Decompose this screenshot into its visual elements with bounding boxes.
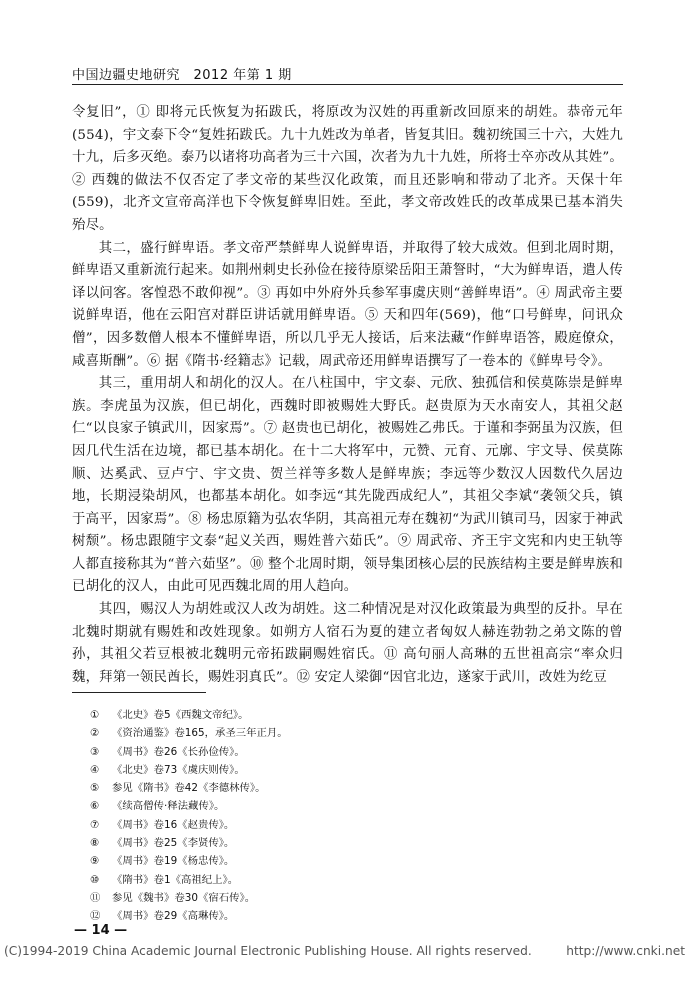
footnotes: [90, 706, 610, 926]
footnote-mark: ⑧: [90, 837, 100, 850]
footnote-mark: ⑤: [90, 782, 100, 795]
paragraph: 其四，赐汉人为胡姓或汉人改为胡姓。这二种情况是对汉化政策最为典型的反扑。早在北魏时期就有赐姓和改姓现象。如朔方人宿石为夏的建立者匈奴人赫连勃勃之弟文陈的曾孙，其祖父若豆根被北魏明元帝拓跋嗣赐姓宿氏。⑪ 高句丽人高琳的五世祖高宗“率众归魏，拜第一领民酋长，赐姓羽真氏”。⑫ 安定人梁御“因官北边，遂家于武川，改姓为纥豆: [72, 602, 623, 685]
footnote-item: [90, 889, 610, 907]
footnote-text: 参见《隋书》卷42《李德林传》。: [112, 782, 266, 795]
footnote-text: 《隋书》卷1《高祖纪上》。: [112, 873, 239, 886]
cnki-url-link[interactable]: http://www.cnki.net: [566, 944, 685, 958]
paragraph: 其二，盛行鲜卑语。孝文帝严禁鲜卑人说鲜卑语，并取得了较大成效。但到北周时期，鲜卑语又重新流行起来。如荆州刺史长孙俭在接待原梁岳阳王萧詧时，“大为鲜卑语，遣人传译以问客。客惶恐不敢仰视”。③ 再如中外府外兵参军事虞庆则“善鲜卑语”。④ 周武帝主要说鲜卑语，他在云阳宫对群臣讲话就用鲜卑语。⑤ 天和四年(569)，他“口号鲜卑，问讯众僧”，因多数僧人根本不懂鲜卑语，所以几乎无人接话，后来法藏“作鲜卑语答，殿庭僚众，咸喜斯酬”。⑥ 据《隋书·经籍志》记载，周武帝还用鲜卑语撰写了一卷本的《鲜卑号令》。: [72, 240, 623, 369]
footnote-item: [90, 816, 610, 834]
footnote-mark: ③: [90, 745, 100, 758]
footnote-item: [90, 852, 610, 870]
footnote-text: 《周书》卷29《高琳传》。: [112, 910, 235, 923]
journal-header: 中国边疆史地研究 2012 年第 1 期: [72, 68, 292, 83]
footnote-item: [90, 743, 610, 761]
footnote-mark: ②: [90, 727, 100, 740]
footnote-mark: ⑩: [90, 873, 100, 886]
footnote-text: 参见《魏书》卷30《宿石传》。: [112, 891, 256, 904]
footnote-item: [90, 871, 610, 889]
footnote-mark: ⑥: [90, 800, 100, 813]
footnote-text: 《周书》卷16《赵贵传》。: [112, 818, 235, 831]
footnote-text: 《北史》卷5《西魏文帝纪》。: [112, 709, 249, 721]
footnote-text: 《续高僧传·释法藏传》。: [112, 800, 225, 813]
copyright-line: [4, 944, 691, 958]
footnote-mark: ⑪: [90, 891, 101, 904]
paragraph: 令复旧”，① 即将元氏恢复为拓跋氏，将原改为汉姓的再重新改回原来的胡姓。恭帝元年(554)，宇文泰下令“复姓拓跋氏。九十九姓改为单者，皆复其旧。魏初统国三十六，大姓九十九，后多灭绝。泰乃以诸将功高者为三十六国，次者为九十九姓，所将士卒亦改从其姓”。② 西魏的做法不仅否定了孝文帝的某些汉化政策，而且还影响和带动了北齐。天保十年(559)，北齐文宣帝高洋也下令恢复鲜卑旧姓。至此，孝文帝改姓氏的改革成果已基本消失殆尽。: [72, 105, 623, 233]
footnote-item: [90, 724, 610, 742]
footnote-item: [90, 779, 610, 797]
footnote-item: [90, 797, 610, 815]
article-body: [72, 102, 623, 689]
header-divider: [72, 84, 623, 85]
footnote-item: [90, 706, 610, 724]
footnote-mark: ⑨: [90, 855, 100, 868]
footnote-text: 《周书》卷25《李贤传》。: [112, 837, 235, 850]
footnote-text: 《北史》卷73《虞庆则传》。: [112, 763, 245, 776]
footnote-text: 《资治通鉴》卷165，承圣三年正月。: [112, 727, 288, 740]
paragraph: 其三，重用胡人和胡化的汉人。在八柱国中，宇文泰、元欣、独孤信和侯莫陈崇是鲜卑族。李虎虽为汉族，但已胡化，西魏时即被赐姓大野氏。赵贵原为天水南安人，其祖父赵仁“以良家子镇武川，因家焉”。⑦ 赵贵也已胡化，被赐姓乙弗氏。于谨和李弼虽为汉族，但因几代生活在边境，都已基本胡化。在十二大将军中，元赞、元育、元廓、宇文导、侯莫陈顺、达奚武、豆卢宁、宇文贵、贺兰祥等多数人是鲜卑族；李远等少数汉人因数代久居边地，长期浸染胡风，也都基本胡化。如李远“其先陇西成纪人”，其祖父李斌“袭领父兵，镇于高平，因家焉”。⑧ 杨忠原籍为弘农华阴，其高祖元寿在魏初“为武川镇司马，因家于神武树颓”。杨忠跟随宇文泰“起义关西，赐姓普六茹氏”。⑨ 周武帝、齐王宇文宪和内史王轨等人都直接称其为“普六茹坚”。⑩ 整个北周时期，领导集团核心层的民族结构主要是鲜卑族和已胡化的汉人，由此可见西魏北周的用人趋向。: [72, 376, 623, 595]
footnote-text: 《周书》卷19《杨忠传》。: [112, 855, 235, 868]
footnote-item: [90, 834, 610, 852]
footnote-mark: ⑦: [90, 818, 100, 831]
page-number: — 14 —: [74, 923, 128, 938]
footnote-mark: ⑫: [90, 910, 101, 923]
footnote-mark: ①: [90, 709, 100, 721]
footnote-text: 《周书》卷26《长孙俭传》。: [112, 745, 245, 758]
footnote-mark: ④: [90, 763, 100, 776]
footnote-item: [90, 907, 610, 925]
copyright-text: (C)1994-2019 China Academic Journal Electronic Publishing House. All rights reserved.: [4, 944, 532, 958]
footnote-divider: [72, 692, 206, 693]
footnote-item: [90, 761, 610, 779]
